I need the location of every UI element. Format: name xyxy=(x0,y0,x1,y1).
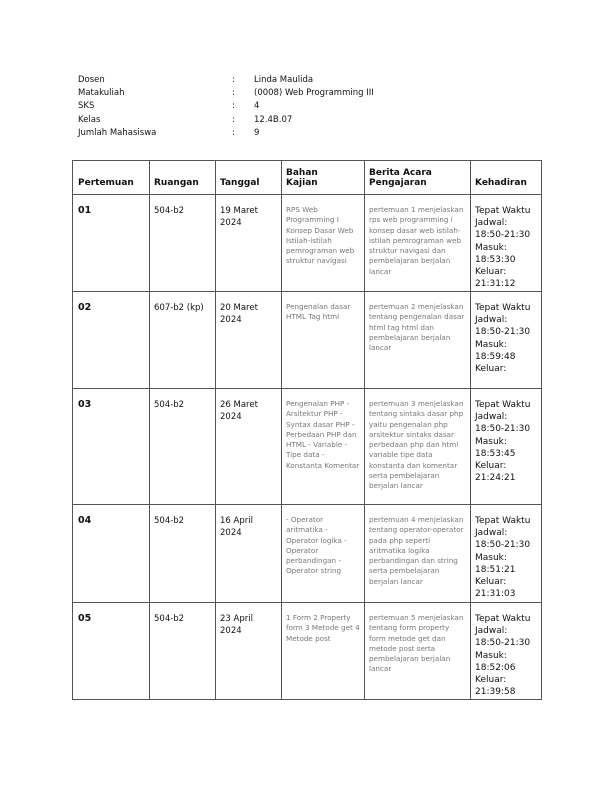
header-berita-line2: Pengajaran xyxy=(369,178,427,188)
cell-pertemuan: 05 xyxy=(73,603,150,700)
schedule-label: Jadwal: xyxy=(475,412,508,423)
cell-bahan-kajian: 1 Form 2 Property form 3 Metode get 4 Metode post xyxy=(282,603,365,700)
check-out-label: Keluar: xyxy=(475,267,507,278)
info-row-matakuliah xyxy=(78,86,374,99)
check-in-label: Masuk: xyxy=(475,242,507,253)
cell-kehadiran xyxy=(471,505,542,603)
info-colon: : xyxy=(232,87,235,98)
info-colon: : xyxy=(232,101,235,112)
check-out-label: Keluar: xyxy=(475,461,507,472)
check-in-label: Masuk: xyxy=(475,552,507,563)
check-out-value: 21:39:58 xyxy=(475,687,516,698)
check-in-label: Masuk: xyxy=(475,436,507,447)
header-berita-acara xyxy=(365,161,471,195)
cell-kehadiran xyxy=(471,292,542,389)
check-in-value: 18:52:06 xyxy=(475,662,516,673)
cell-berita-acara: pertemuan 5 menjelaskan tentang form property form metode get dan metode post serta pembelajaran berjalan lancar xyxy=(365,603,471,700)
table-row xyxy=(73,603,542,700)
cell-berita-acara: pertemuan 1 menjelaskan rps web programming i konsep dasar web istilah-istilah pemrograman web struktur navigasi dan pembelajaran berjalan lancar xyxy=(365,195,471,292)
check-out-value: 21:24:21 xyxy=(475,473,516,484)
schedule-label: Jadwal: xyxy=(475,218,508,229)
check-in-value: 18:53:30 xyxy=(475,254,516,265)
cell-bahan-kajian: Pengenalan PHP - Arsitektur PHP - Syntax dasar PHP - Perbedaan PHP dan HTML - Variable - Tipe data - Konstanta Komentar xyxy=(282,389,365,505)
cell-bahan-kajian: Pengenalan dasar HTML Tag html xyxy=(282,292,365,389)
info-colon: : xyxy=(232,74,235,85)
info-row-kelas xyxy=(78,113,374,126)
cell-ruangan: 504-b2 xyxy=(150,195,216,292)
info-row-sks xyxy=(78,100,374,113)
cell-pertemuan: 01 xyxy=(73,195,150,292)
cell-tanggal: 19 Maret 2024 xyxy=(216,195,282,292)
table-row xyxy=(73,389,542,505)
info-value: Linda Maulida xyxy=(254,74,314,85)
cell-ruangan: 504-b2 xyxy=(150,389,216,505)
info-label: Dosen xyxy=(78,74,105,85)
cell-ruangan: 504-b2 xyxy=(150,603,216,700)
attendance-status: Tepat Waktu xyxy=(475,516,531,526)
cell-kehadiran xyxy=(471,389,542,505)
header-bahan-kajian xyxy=(282,161,365,195)
schedule-label: Jadwal: xyxy=(475,626,508,637)
schedule-value: 18:50-21:30 xyxy=(475,540,531,551)
header-ruangan: Ruangan xyxy=(150,161,216,195)
cell-tanggal: 20 Maret 2024 xyxy=(216,292,282,389)
schedule-label: Jadwal: xyxy=(475,528,508,539)
info-value: 4 xyxy=(254,101,260,112)
check-out-value: 21:31:12 xyxy=(475,279,516,290)
attendance-status: Tepat Waktu xyxy=(475,400,531,410)
header-pertemuan: Pertemuan xyxy=(73,161,150,195)
cell-tanggal: 16 April 2024 xyxy=(216,505,282,603)
cell-ruangan: 607-b2 (kp) xyxy=(150,292,216,389)
cell-ruangan: 504-b2 xyxy=(150,505,216,603)
attendance-status: Tepat Waktu xyxy=(475,303,531,313)
attendance-status: Tepat Waktu xyxy=(475,614,531,624)
table-row xyxy=(73,195,542,292)
info-value: 9 xyxy=(254,127,260,138)
course-info xyxy=(78,73,374,139)
cell-kehadiran xyxy=(471,603,542,700)
check-in-value: 18:53:45 xyxy=(475,448,516,459)
check-in-label: Masuk: xyxy=(475,339,507,350)
info-row-jumlah-mahasiswa xyxy=(78,126,374,139)
info-value: 12.4B.07 xyxy=(254,114,293,125)
check-out-label: Keluar: xyxy=(475,364,507,375)
info-label: Kelas xyxy=(78,114,101,125)
schedule-value: 18:50-21:30 xyxy=(475,424,531,435)
cell-kehadiran xyxy=(471,195,542,292)
header-tanggal: Tanggal xyxy=(216,161,282,195)
check-out-label: Keluar: xyxy=(475,675,507,686)
table-header-row xyxy=(73,161,542,195)
info-colon: : xyxy=(232,127,235,138)
table-row xyxy=(73,292,542,389)
check-in-label: Masuk: xyxy=(475,650,507,661)
header-bahan-line1: Bahan xyxy=(286,168,318,178)
info-label: Jumlah Mahasiswa xyxy=(78,127,157,138)
info-value: (0008) Web Programming III xyxy=(254,87,374,98)
table-row xyxy=(73,505,542,603)
check-out-value: 21:31:03 xyxy=(475,589,516,600)
info-colon: : xyxy=(232,114,235,125)
info-label: SKS xyxy=(78,101,95,112)
info-label: Matakuliah xyxy=(78,87,125,98)
cell-bahan-kajian: RPS Web Programming I Konsep Dasar Web Istilah-istilah pemrograman web struktur navigasi xyxy=(282,195,365,292)
header-berita-line1: Berita Acara xyxy=(369,168,432,178)
cell-berita-acara: pertemuan 3 menjelaskan tentang sintaks dasar php yaitu pengenalan php arsitektur sintaks dasar perbedaan php dan html variable tipe data konstanta dan komentar serta pembelajaran berjalan lancar xyxy=(365,389,471,505)
cell-berita-acara: pertemuan 2 menjelaskan tentang pengenalan dasar html tag html dan pembelajaran berjalan lancar xyxy=(365,292,471,389)
cell-berita-acara: pertemuan 4 menjelaskan tentang operator-operator pada php seperti aritmatika logika perbandingan dan string serta pembelajaran berjalan lancar xyxy=(365,505,471,603)
check-out-label: Keluar: xyxy=(475,577,507,588)
cell-pertemuan: 04 xyxy=(73,505,150,603)
schedule-label: Jadwal: xyxy=(475,315,508,326)
info-row-dosen xyxy=(78,73,374,86)
cell-tanggal: 23 April 2024 xyxy=(216,603,282,700)
cell-pertemuan: 03 xyxy=(73,389,150,505)
header-bahan-line2: Kajian xyxy=(286,178,318,188)
header-kehadiran: Kehadiran xyxy=(471,161,542,195)
cell-tanggal: 26 Maret 2024 xyxy=(216,389,282,505)
attendance-status: Tepat Waktu xyxy=(475,206,531,216)
schedule-value: 18:50-21:30 xyxy=(475,230,531,241)
check-in-value: 18:51:21 xyxy=(475,564,516,575)
attendance-table xyxy=(72,160,542,700)
schedule-value: 18:50-21:30 xyxy=(475,638,531,649)
cell-pertemuan: 02 xyxy=(73,292,150,389)
cell-bahan-kajian: - Operator aritmatika - Operator logika - Operator perbandingan - Operator string xyxy=(282,505,365,603)
check-in-value: 18:59:48 xyxy=(475,351,516,362)
schedule-value: 18:50-21:30 xyxy=(475,327,531,338)
